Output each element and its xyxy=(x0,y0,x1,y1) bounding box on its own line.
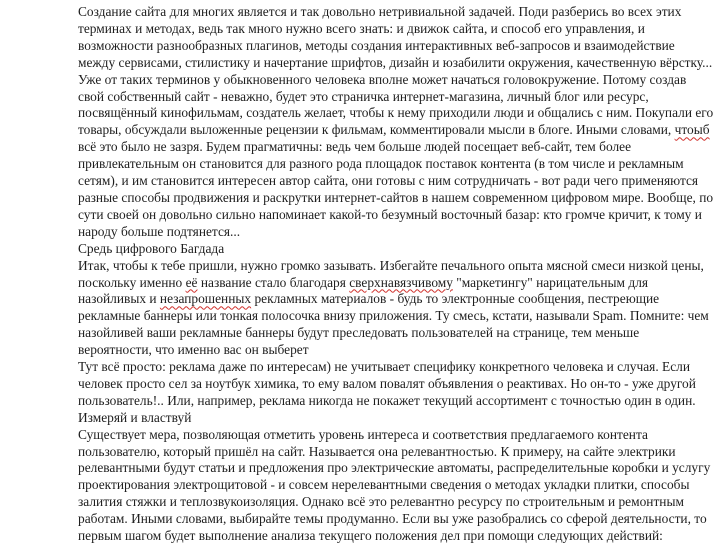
misspelled-word[interactable]: её xyxy=(185,274,198,290)
text-line: возможности разнообразных плагинов, методы создания интерактивных веб-запросов и взаимодействие xyxy=(78,37,675,53)
text-line: человек просто сел за ноутбук химика, то ему валом повалят объявления о реактивах. Но он-то - уже другой xyxy=(78,375,696,391)
text-line: разные способы продвижения и раскрутки интернет-сайтов в нашем современном цифровом мире. Вообще, по xyxy=(78,189,713,205)
text-line: Итак, чтобы к тебе пришли, нужно громко зазывать. Избегайте печального опыта мясной смеси низкой цены, xyxy=(78,257,704,273)
document-body xyxy=(78,4,713,545)
misspelled-word[interactable]: незапрошенных xyxy=(159,291,252,307)
text-line: пользователю, который пришёл на сайт. Называется она релевантностью. К примеру, на сайте электрики xyxy=(78,443,676,459)
text-fragment: назойливых и xyxy=(78,291,160,307)
text-line: рекламные баннеры или тонкая полосочка внизу приложения. Ту смесь, кстати, называли Spam. Помните: чем xyxy=(78,308,709,324)
text-line: назойливей ваши рекламные баннеры будут преследовать пользователей на странице, тем меньше xyxy=(78,325,640,341)
text-line xyxy=(78,274,649,292)
text-line: первым шагом будет выполнение анализа текущего положения дел при помощи следующих действий: xyxy=(78,528,663,544)
paragraph-intro xyxy=(78,4,713,241)
text-line xyxy=(78,291,660,308)
text-line: Тут всё просто: реклама даже по интересам) не учитывает специфику конкретного человека и случая. Если xyxy=(78,359,691,375)
text-line: сути своей он довольно сильно напоминает какой-то безумный восточный базар: кто громче кричит, к тому и xyxy=(78,206,702,222)
paragraph-spam xyxy=(78,257,709,359)
misspelled-word[interactable]: сверхнавязчивому xyxy=(349,274,453,290)
text-line: Создание сайта для многих является и так довольно нетривиальной задачей. Поди разберись во всех этих xyxy=(78,4,682,19)
text-fragment: название стало благодаря xyxy=(197,274,350,290)
text-line: привлекательным он становится для разного рода площадок поставок контента (в том числе и рекламным xyxy=(78,156,684,172)
misspelled-word[interactable]: чтоыб xyxy=(674,122,710,138)
text-line: работам. Иными словами, выбирайте темы продуманно. Если вы уже разобрались со сферой деятельности, то xyxy=(78,511,707,527)
text-line: сетям), и им становится интересен автор сайта, они готовы с ним сотрудничать - вот ради чего применяются xyxy=(78,173,699,189)
text-line: пользователь!.. Или, например, реклама никогда не покажет текущий ассортимент с точностью один в один. xyxy=(78,392,696,408)
text-line: проектирования электрощитовой - и совсем нерелевантными сведения о методах укладки плитки, способы xyxy=(78,477,690,493)
text-fragment: "маркетингу" нарицательным для xyxy=(452,274,649,290)
text-fragment: товары, обсуждали выложенные рецензии к фильмам, комментировали мысли в блоге. Иными словами, xyxy=(78,122,675,138)
text-line: между сервисами, стилистику и начертание шрифтов, дизайн и юзабилити окружения, качественную вёрстку... xyxy=(78,54,713,70)
text-fragment: рекламных материалов - будь то электронные сообщения, пестреющие xyxy=(251,291,660,307)
section-heading: Средь цифрового Багдада xyxy=(78,240,225,256)
text-fragment: поскольку именно xyxy=(78,274,186,290)
text-line: всё это было не зазря. Будем прагматичны: ведь чем больше людей посещает веб-сайт, тем более xyxy=(78,139,632,155)
text-line: залития стяжки и теплозвукоизоляция. Однако всё это релевантно ресурсу по строительным и ремонтным xyxy=(78,494,684,510)
paragraph-relevance xyxy=(78,426,711,545)
text-line: вероятности, что именно вас он выберет xyxy=(78,342,309,358)
section-heading: Измеряй и властвуй xyxy=(78,409,192,425)
text-line xyxy=(78,122,710,139)
paragraph-targeting xyxy=(78,359,696,410)
text-line: Существует мера, позволяющая отметить уровень интереса и соответствия предлагаемого контента xyxy=(78,426,648,442)
text-line: свой собственный сайт - неважно, будет это страничка интернет-магазина, личный блог или ресурс, xyxy=(78,88,649,104)
text-line: народу больше подтянется... xyxy=(78,223,241,239)
text-line: терминах и методах, ведь так много нужно всего знать: и движок сайта, и способ его управления, и xyxy=(78,20,645,36)
text-line: Уже от таких терминов у обыкновенного человека вполне может начаться головокружение. Потому создав xyxy=(78,71,687,87)
text-line: релевантными будут статьи и предложения про электрические автоматы, распределительные коробки и услугу xyxy=(78,460,711,476)
text-line: посвящённый кинофильмам, создатель желает, чтобы к нему приходили люди и общались с ним. Покупали его xyxy=(78,105,713,121)
